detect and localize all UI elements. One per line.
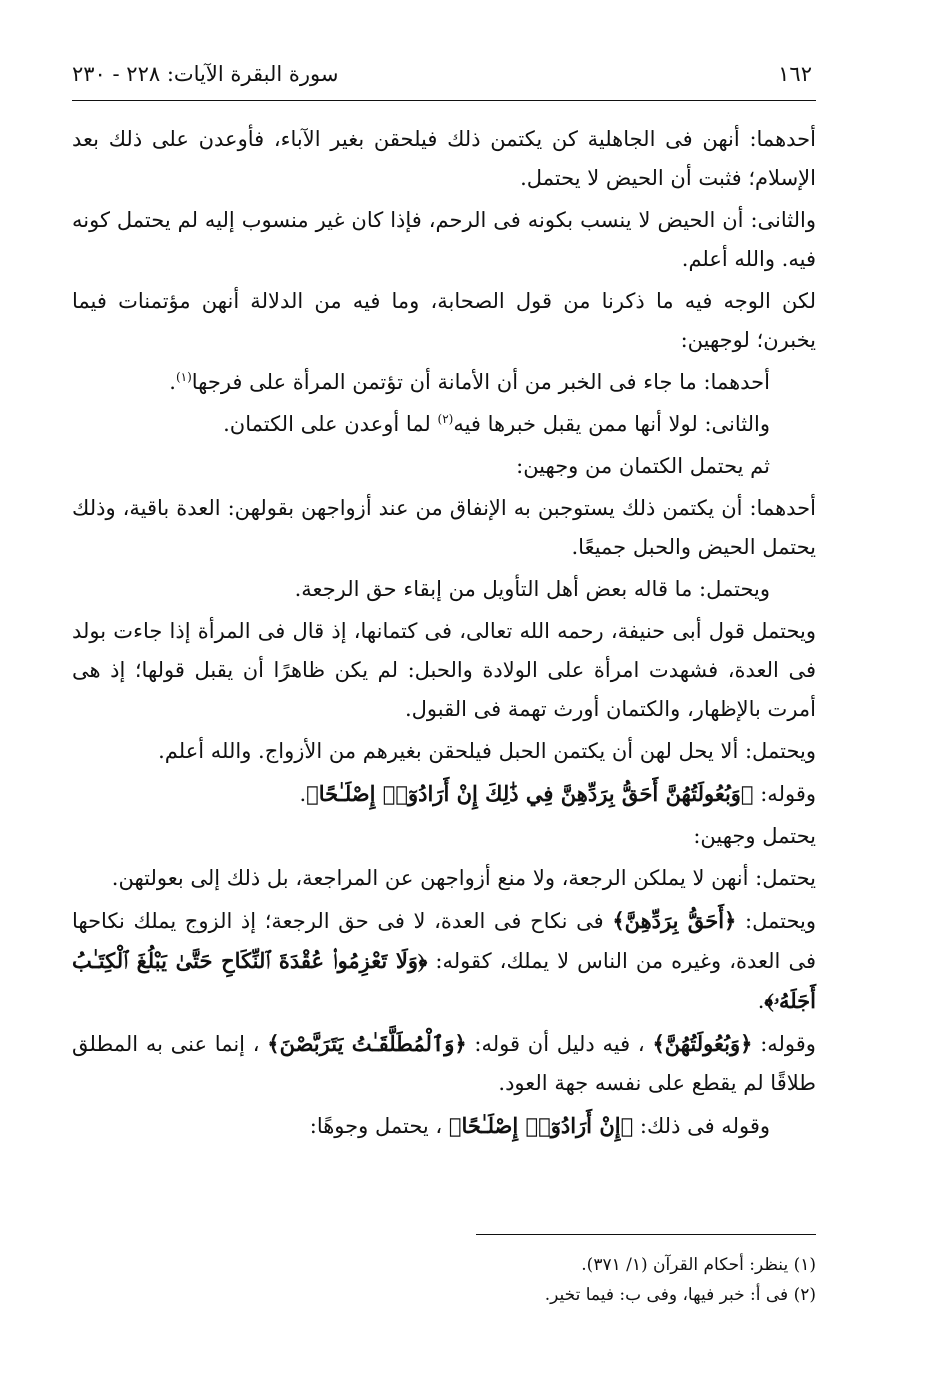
paragraph: أحدهما: أن يكتمن ذلك يستوجبن به الإنفاق من عند أزواجهن بقولهن: العدة باقية، وذلك يحتمل الحيض والحبل جميعًا. xyxy=(72,496,816,559)
footnote: (١) ينظر: أحكام القرآن (١/ ٣٧١). xyxy=(581,1255,816,1275)
footnote-divider xyxy=(476,1234,816,1235)
footnotes xyxy=(72,1250,816,1310)
book-page xyxy=(72,58,816,1348)
page-header xyxy=(72,58,816,98)
quran-verse: ﴿وَٱلْمُطَلَّقَـٰتُ يَتَرَبَّصْنَ﴾ xyxy=(267,1031,467,1056)
paragraph: ثم يحتمل الكتمان من وجهين: xyxy=(516,454,770,478)
running-title: سورة البقرة الآيات: ٢٢٨ - ٢٣٠ xyxy=(72,62,339,86)
quran-verse: ﴿وَبُعُولَتُهُنَّ أَحَقُّ بِرَدِّهِنَّ فِي ذَٰلِكَ إِنْ أَرَادُوٓا۟ إِصْلَـٰحًا﴾ xyxy=(306,781,754,806)
paragraph: وقوله: ﴿وَبُعُولَتُهُنَّ أَحَقُّ بِرَدِّهِنَّ فِي ذَٰلِكَ إِنْ أَرَادُوٓا۟ إِصْلَـٰحًا﴾. xyxy=(299,781,816,806)
header-divider xyxy=(72,100,816,101)
page-number: ١٦٢ xyxy=(778,62,812,86)
paragraph: ويحتمل قول أبى حنيفة، رحمه الله تعالى، فى كتمانها، إذ قال فى المرأة إذا جاءت بولد فى العدة، فشهدت امرأة على الولادة والحبل: لم يكن ظاهرًا أن يقبل قولها؛ إذ هى أمرت بالإظهار، والكتمان أورث تهمة فى القبول. xyxy=(72,619,816,721)
quran-verse: ﴿وَلَا تَعْزِمُوا۟ عُقْدَةَ ٱلنِّكَاحِ حَتَّىٰ يَبْلُغَ ٱلْكِتَـٰبُ أَجَلَهُۥ﴾ xyxy=(72,948,816,1013)
footnote-ref: (٢) xyxy=(437,412,454,426)
main-text xyxy=(72,120,816,1149)
paragraph: يحتمل وجهين: xyxy=(693,824,816,848)
paragraph: وقوله فى ذلك: ﴿إِنْ أَرَادُوٓا۟ إِصْلَـٰحًا﴾ ، يحتمل وجوهًا: xyxy=(309,1113,770,1138)
quran-verse: ﴿إِنْ أَرَادُوٓا۟ إِصْلَـٰحًا﴾ xyxy=(448,1113,634,1138)
paragraph: والثانى: أن الحيض لا ينسب بكونه فى الرحم، فإذا كان غير منسوب إليه لم يحتمل كونه فيه. والله أعلم. xyxy=(72,208,816,271)
paragraph: يحتمل: أنهن لا يملكن الرجعة، ولا منع أزواجهن عن المراجعة، بل ذلك إلى بعولتهن. xyxy=(111,866,816,890)
footnote: (٢) فى أ: خبر فيها، وفى ب: فيما تخير. xyxy=(544,1285,816,1305)
paragraph: وقوله: ﴿وَبُعُولَتُهُنَّ﴾ ، فيه دليل أن قوله: ﴿وَٱلْمُطَلَّقَـٰتُ يَتَرَبَّصْنَ﴾ ، إنما عنى به المطلق طلاقًا لم يقطع على نفسه جهة العود. xyxy=(72,1031,816,1095)
paragraph: أحدهما: ما جاء فى الخبر من أن الأمانة أن تؤتمن المرأة على فرجها$^{(١)}$. xyxy=(169,370,770,394)
footnote-ref: (١) xyxy=(175,370,192,384)
paragraph: ويحتمل: ما قاله بعض أهل التأويل من إبقاء حق الرجعة. xyxy=(294,577,770,601)
paragraph: ويحتمل: ألا يحل لهن أن يكتمن الحبل فيلحقن بغيرهم من الأزواج. والله أعلم. xyxy=(158,739,816,763)
paragraph: أحدهما: أنهن فى الجاهلية كن يكتمن ذلك فيلحقن بغير الآباء، فأوعدن على ذلك بعد الإسلام؛ فثبت أن الحيض لا يحتمل. xyxy=(72,127,816,190)
paragraph: ويحتمل: ﴿أَحَقُّ بِرَدِّهِنَّ﴾ فى نكاح فى العدة، لا فى حق الرجعة؛ إذ الزوج يملك نكاحها فى العدة، وغيره من الناس لا يملك، كقوله: ﴿وَلَا تَعْزِمُوا۟ عُقْدَةَ ٱلنِّكَاحِ حَتَّىٰ يَبْلُغَ ٱلْكِتَـٰبُ أَجَلَهُۥ﴾. xyxy=(72,908,816,1013)
quran-verse: ﴿وَبُعُولَتُهُنَّ﴾ xyxy=(652,1031,753,1056)
quran-verse: ﴿أَحَقُّ بِرَدِّهِنَّ﴾ xyxy=(612,908,737,933)
paragraph: والثانى: لولا أنها ممن يقبل خبرها فيه$^{(٢)}$ لما أوعدن على الكتمان. xyxy=(223,412,770,436)
paragraph: لكن الوجه فيه ما ذكرنا من قول الصحابة، وما فيه من الدلالة أنهن مؤتمنات فيما يخبرن؛ لوجهين: xyxy=(72,289,816,352)
